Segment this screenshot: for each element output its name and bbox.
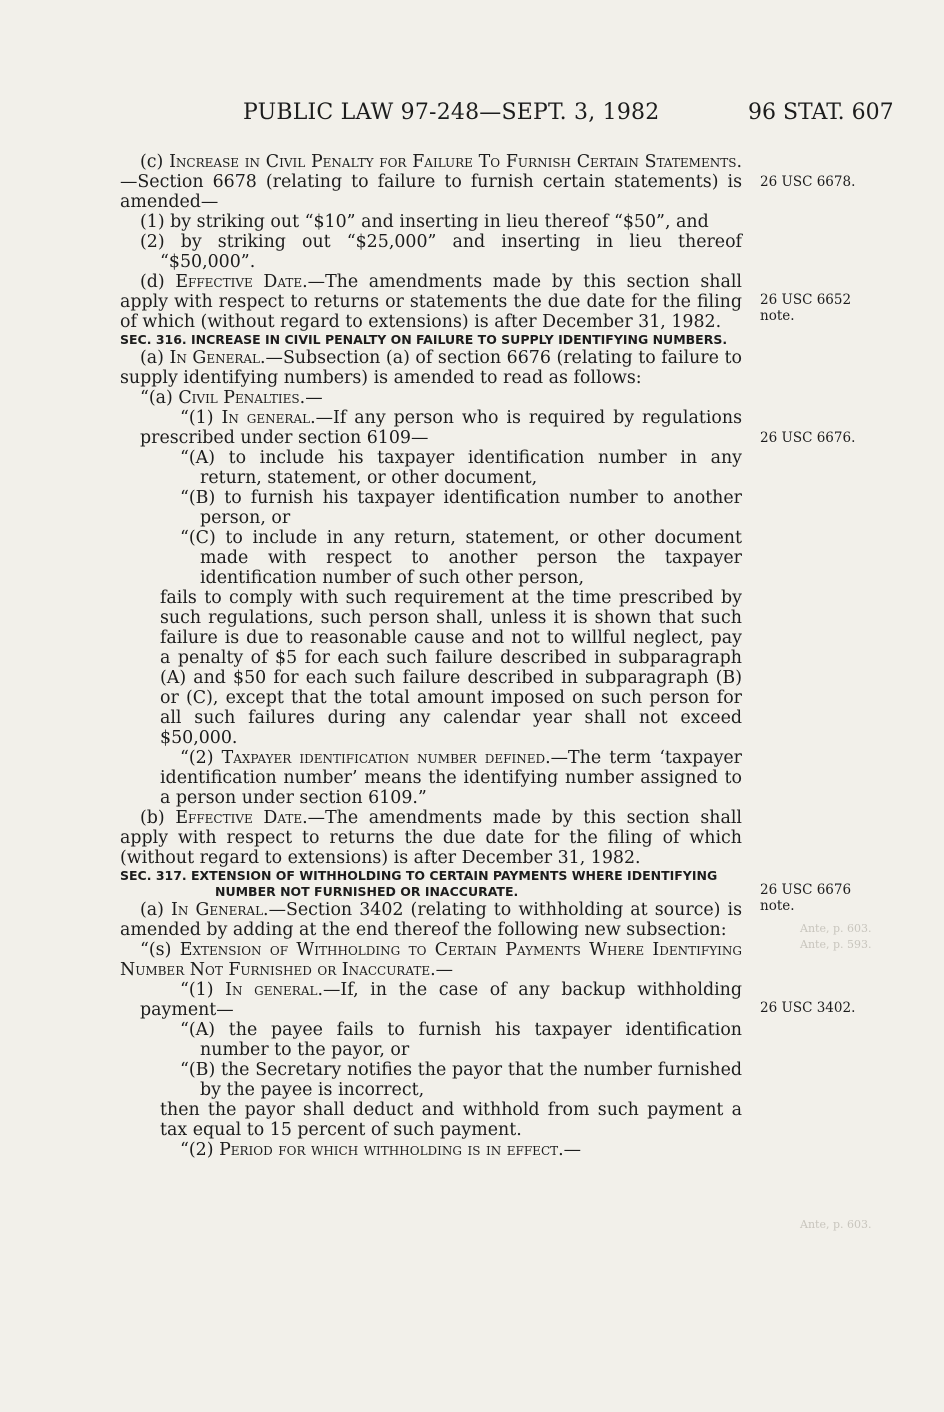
page-header: [0, 100, 944, 132]
paragraph-heading: Effective Date.: [175, 808, 308, 828]
subparagraph-316-A: “(A) to include his taxpayer identification number in any return, statement, or other document,: [180, 448, 742, 488]
withholding-provision: then the payor shall deduct and withhold from such payment a tax equal to 15 percent of such payment.: [160, 1100, 742, 1140]
paragraph-heading: Increase in Civil Penalty for Failure To Furnish Certain Statements.: [169, 152, 742, 172]
paragraph-heading: Period for which withholding is in effect.: [219, 1140, 564, 1160]
paragraph-body: —The term ‘taxpayer identification number’ means the identifying number assigned to a person under section 6109.”: [160, 748, 742, 808]
running-title: PUBLIC LAW 97-248—SEPT. 3, 1982: [243, 100, 660, 125]
paragraph-body: —The amendments made by this section shall apply with respect to returns the due date for the filing of which (without regard to extensions) is after December 31, 1982.: [120, 808, 742, 868]
paragraph-317-a: [120, 900, 742, 940]
statute-page-number: 96 STAT. 607: [748, 100, 894, 125]
paragraph-d: [120, 272, 742, 332]
subparagraph-317-A: “(A) the payee fails to furnish his taxpayer identification number to the payor, or: [180, 1020, 742, 1060]
margin-note-6678: 26 USC 6678.: [760, 174, 856, 190]
paragraph-body: —Section 6678 (relating to failure to furnish certain statements) is amended—: [120, 172, 742, 212]
paragraph-heading: In General.: [169, 348, 266, 368]
margin-note-6676: 26 USC 6676.: [760, 430, 856, 446]
paragraph-label: “(s): [140, 940, 180, 960]
paragraph-label: “(2): [180, 1140, 220, 1160]
body-text: [120, 152, 742, 1160]
dash: —: [435, 960, 454, 980]
paragraph-body: —If, in the case of any backup withholding payment—: [140, 980, 742, 1020]
paragraph-heading: Extension of Withholding to Certain Payments Where Identifying Number Not Furnished or Inaccurate.: [120, 940, 742, 980]
margin-note-3402: 26 USC 3402.: [760, 1000, 856, 1016]
margin-note-6652: 26 USC 6652 note.: [760, 292, 852, 324]
paragraph-label: “(a): [140, 388, 179, 408]
paragraph-body: —Subsection (a) of section 6676 (relating to failure to supply identifying numbers) is amended to read as follows:: [120, 348, 742, 388]
paragraph-317-2: [120, 1140, 742, 1160]
paragraph-heading: Effective Date.: [175, 272, 308, 292]
paragraph-label: (a): [140, 348, 170, 368]
paragraph-316-b: [120, 808, 742, 868]
section-316-heading: SEC. 316. INCREASE IN CIVIL PENALTY ON FAILURE TO SUPPLY IDENTIFYING NUMBERS.: [120, 332, 728, 347]
paragraph-heading: Civil Penalties.: [178, 388, 306, 408]
section-317-heading: SEC. 317. EXTENSION OF WITHHOLDING TO CERTAIN PAYMENTS WHERE IDENTIFYING NUMBER NOT FURNISHED OR INACCURATE.: [120, 868, 718, 899]
margin-note-6676-note: 26 USC 6676 note.: [760, 882, 852, 914]
paragraph-label: (b): [140, 808, 176, 828]
paragraph-heading: In General.: [171, 900, 269, 920]
paragraph-316-a: [120, 348, 742, 388]
bleed-through-note: Ante, p. 603.: [800, 1218, 872, 1231]
dash: —: [305, 388, 323, 408]
paragraph-heading: In general.: [225, 980, 323, 1000]
paragraph-label: (d): [140, 272, 176, 292]
subsection-s: [120, 940, 742, 980]
paragraph-body: —If any person who is required by regulations prescribed under section 6109—: [140, 408, 742, 448]
paragraph-label: (c): [140, 152, 170, 172]
paragraph-c: [120, 152, 742, 212]
paragraph-316-1: [120, 408, 742, 448]
paragraph-heading: Taxpayer identification number defined.: [221, 748, 551, 768]
subparagraph-316-B: “(B) to furnish his taxpayer identification number to another person, or: [180, 488, 742, 528]
dash: —: [563, 1140, 582, 1160]
paragraph-body: —The amendments made by this section shall apply with respect to returns or statements the due date for the filing of which (without regard to extensions) is after December 31, 1982.: [120, 272, 742, 332]
paragraph-317-1: [120, 980, 742, 1020]
subparagraph-317-B: “(B) the Secretary notifies the payor that the number furnished by the payee is incorrect,: [180, 1060, 742, 1100]
bleed-through-note: Ante, p. 603.: [800, 922, 872, 935]
paragraph-label: “(1): [180, 408, 222, 428]
subparagraph-316-C: “(C) to include in any return, statement, or other document made with respect to another person the taxpayer identification number of such other person,: [180, 528, 742, 588]
penalty-provision: fails to comply with such requirement at the time prescribed by such regulations, such person shall, unless it is shown that such failure is due to reasonable cause and not to willful neglect, pay a penalty of $5 for each such failure described in subparagraph (A) and $50 for each such failure described in subparagraph (B) or (C), except that the total amount imposed on such person for all such failures during any calendar year shall not exceed $50,000.: [160, 588, 742, 748]
paragraph-label: “(1): [180, 980, 226, 1000]
paragraph-316-2: [120, 748, 742, 808]
paragraph-body: —Section 3402 (relating to withholding at source) is amended by adding at the end thereof the following new subsection:: [120, 900, 743, 940]
paragraph-label: (a): [140, 900, 172, 920]
paragraph-heading: In general.: [221, 408, 316, 428]
subsection-a-civil-penalties: [120, 388, 742, 408]
paragraph-label: “(2): [180, 748, 222, 768]
clause-c2: (2) by striking out “$25,000” and inserting in lieu thereof “$50,000”.: [140, 232, 742, 272]
bleed-through-note: Ante, p. 593.: [800, 938, 872, 951]
clause-c1: (1) by striking out “$10” and inserting in lieu thereof “$50”, and: [140, 212, 709, 232]
